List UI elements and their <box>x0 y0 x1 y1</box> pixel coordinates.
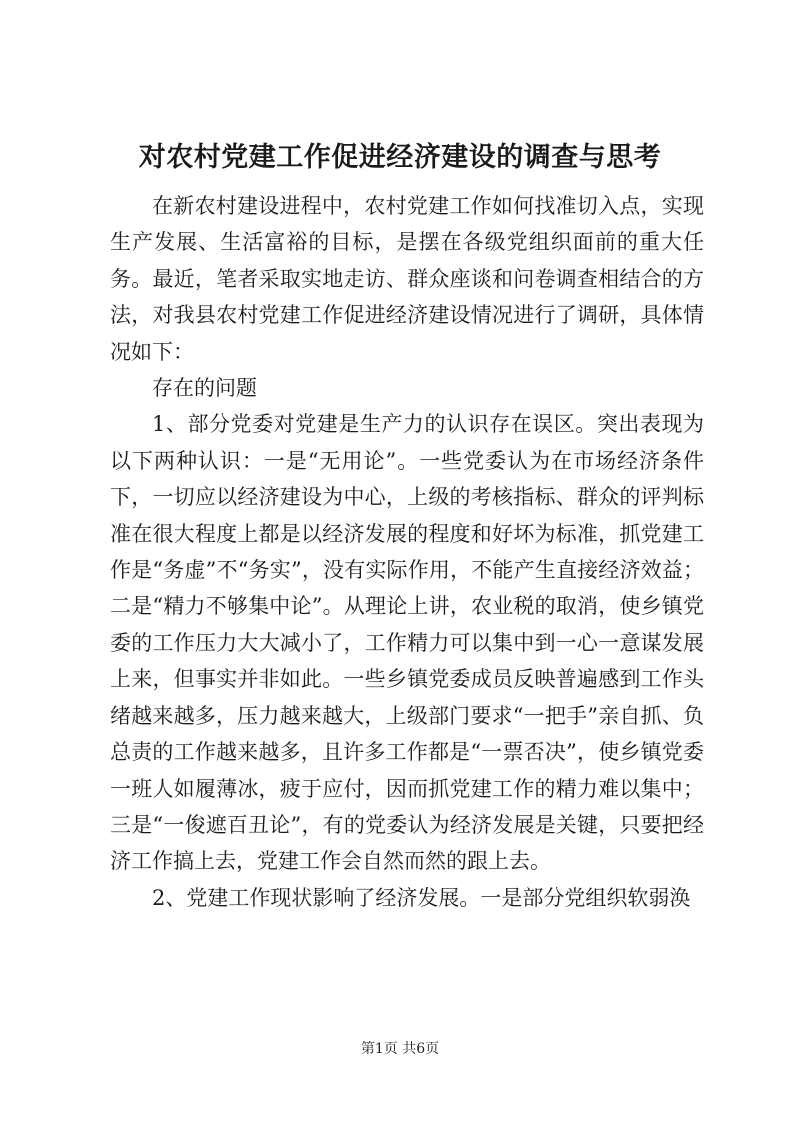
paragraph-problem-1: 1、部分党委对党建是生产力的认识存在误区。突出表现为以下两种认识：一是“无用论”。一些党委认为在市场经济条件下，一切应以经济建设为中心，上级的考核指标、群众的评判标准在很大程度上都是以经济发展的程度和好坏为标准，抓党建工作是“务虚”不“务实”，没有实际作用，不能产生直接经济效益；二是“精力不够集中论”。从理论上讲，农业税的取消，使乡镇党委的工作压力大大减小了，工作精力可以集中到一心一意谋发展上来，但事实并非如此。一些乡镇党委成员反映普遍感到工作头绪越来越多，压力越来越大，上级部门要求“一把手”亲自抓、负总责的工作越来越多，且许多工作都是“一票否决”，使乡镇党委一班人如履薄冰，疲于应付，因而抓党建工作的精力难以集中；三是“一俊遮百丑论”，有的党委认为经济发展是关键，只要把经济工作搞上去，党建工作会自然而然的跟上去。 <box>110 412 704 874</box>
paragraph-intro: 在新农村建设进程中，农村党建工作如何找准切入点，实现生产发展、生活富裕的目标，是摆在各级党组织面前的重大任务。最近，笔者采取实地走访、群众座谈和问卷调查相结合的方法，对我县农村党建工作促进经济建设情况进行了调研，具体情况如下： <box>110 194 704 364</box>
page-footer: 第1页 共6页 <box>360 1041 440 1057</box>
paragraph-problem-2: 2、党建工作现状影响了经济发展。一是部分党组织软弱涣 <box>152 885 691 910</box>
document-title: 对农村党建工作促进经济建设的调查与思考 <box>138 142 662 173</box>
document-body <box>110 188 704 916</box>
section-heading-problems: 存在的问题 <box>152 376 257 401</box>
